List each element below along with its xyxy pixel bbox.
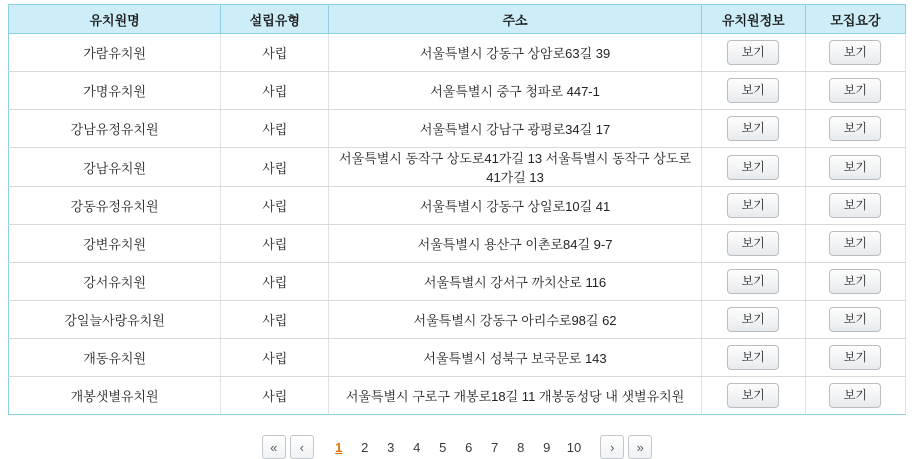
table-row (9, 263, 906, 301)
view-notice-button[interactable]: 보기 (829, 155, 881, 180)
cell-address: 서울특별시 강서구 까치산로 116 (329, 263, 701, 301)
cell-notice (805, 72, 905, 110)
cell-notice (805, 377, 905, 415)
view-notice-button[interactable]: 보기 (829, 78, 881, 103)
cell-address: 서울특별시 강동구 아리수로98길 62 (329, 301, 701, 339)
cell-name: 강서유치원 (9, 263, 221, 301)
cell-type: 사립 (221, 72, 329, 110)
cell-address: 서울특별시 중구 청파로 447-1 (329, 72, 701, 110)
view-info-button[interactable]: 보기 (727, 155, 779, 180)
cell-name: 강남유정유치원 (9, 110, 221, 148)
view-info-button[interactable]: 보기 (727, 269, 779, 294)
table-row (9, 110, 906, 148)
cell-info (701, 187, 805, 225)
view-notice-button[interactable]: 보기 (829, 307, 881, 332)
cell-type: 사립 (221, 225, 329, 263)
cell-name: 가람유치원 (9, 34, 221, 72)
page-9[interactable]: 9 (543, 439, 551, 455)
view-notice-button[interactable]: 보기 (829, 231, 881, 256)
cell-name: 개봉샛별유치원 (9, 377, 221, 415)
view-notice-button[interactable]: 보기 (829, 269, 881, 294)
table-row (9, 72, 906, 110)
cell-type: 사립 (221, 187, 329, 225)
cell-address: 서울특별시 용산구 이촌로84길 9-7 (329, 225, 701, 263)
table-row (9, 225, 906, 263)
view-notice-button[interactable]: 보기 (829, 345, 881, 370)
cell-info (701, 72, 805, 110)
table-row (9, 148, 906, 187)
column-header-info: 유치원정보 (701, 5, 805, 34)
cell-address: 서울특별시 구로구 개봉로18길 11 개봉동성당 내 샛별유치원 (329, 377, 701, 415)
cell-type: 사립 (221, 301, 329, 339)
view-info-button[interactable]: 보기 (727, 78, 779, 103)
page-1[interactable]: 1 (335, 439, 343, 455)
column-header-type: 설립유형 (221, 5, 329, 34)
table-header (9, 5, 906, 34)
cell-info (701, 110, 805, 148)
view-notice-button[interactable]: 보기 (829, 383, 881, 408)
cell-name: 강동유정유치원 (9, 187, 221, 225)
cell-info (701, 301, 805, 339)
table-body (9, 34, 906, 415)
view-info-button[interactable]: 보기 (727, 40, 779, 65)
cell-name: 강변유치원 (9, 225, 221, 263)
table-row (9, 34, 906, 72)
cell-address: 서울특별시 동작구 상도로41가길 13 서울특별시 동작구 상도로 41가길 13 (329, 148, 701, 187)
cell-info (701, 377, 805, 415)
cell-name: 가명유치원 (9, 72, 221, 110)
table-row (9, 339, 906, 377)
cell-address: 서울특별시 강동구 상암로63길 39 (329, 34, 701, 72)
page-5[interactable]: 5 (439, 439, 447, 455)
table-row (9, 187, 906, 225)
cell-type: 사립 (221, 339, 329, 377)
cell-address: 서울특별시 강동구 상일로10길 41 (329, 187, 701, 225)
cell-info (701, 148, 805, 187)
cell-type: 사립 (221, 377, 329, 415)
view-notice-button[interactable]: 보기 (829, 193, 881, 218)
cell-notice (805, 110, 905, 148)
cell-address: 서울특별시 강남구 광평로34길 17 (329, 110, 701, 148)
cell-notice (805, 263, 905, 301)
cell-notice (805, 225, 905, 263)
table-header-row (9, 5, 906, 34)
view-notice-button[interactable]: 보기 (829, 116, 881, 141)
table-row (9, 377, 906, 415)
cell-info (701, 225, 805, 263)
cell-type: 사립 (221, 110, 329, 148)
cell-notice (805, 34, 905, 72)
page-10[interactable]: 10 (566, 439, 582, 455)
page-4[interactable]: 4 (413, 439, 421, 455)
page-3[interactable]: 3 (387, 439, 395, 455)
column-header-name: 유치원명 (9, 5, 221, 34)
cell-notice (805, 187, 905, 225)
view-info-button[interactable]: 보기 (727, 307, 779, 332)
table-row (9, 301, 906, 339)
cell-name: 개동유치원 (9, 339, 221, 377)
pagination (8, 435, 906, 459)
view-info-button[interactable]: 보기 (727, 345, 779, 370)
cell-notice (805, 339, 905, 377)
page-6[interactable]: 6 (465, 439, 473, 455)
cell-name: 강일늘사랑유치원 (9, 301, 221, 339)
cell-info (701, 263, 805, 301)
last-page-button[interactable]: » (628, 435, 652, 459)
view-info-button[interactable]: 보기 (727, 193, 779, 218)
cell-type: 사립 (221, 263, 329, 301)
kindergarten-list-page (8, 0, 906, 459)
column-header-notice: 모집요강 (805, 5, 905, 34)
cell-info (701, 339, 805, 377)
view-notice-button[interactable]: 보기 (829, 40, 881, 65)
page-8[interactable]: 8 (517, 439, 525, 455)
view-info-button[interactable]: 보기 (727, 231, 779, 256)
view-info-button[interactable]: 보기 (727, 116, 779, 141)
cell-notice (805, 148, 905, 187)
cell-notice (805, 301, 905, 339)
column-header-address: 주소 (329, 5, 701, 34)
first-page-button[interactable]: « (262, 435, 286, 459)
page-7[interactable]: 7 (491, 439, 499, 455)
cell-name: 강남유치원 (9, 148, 221, 187)
kindergarten-table (8, 4, 906, 415)
page-2[interactable]: 2 (361, 439, 369, 455)
view-info-button[interactable]: 보기 (727, 383, 779, 408)
cell-type: 사립 (221, 148, 329, 187)
next-page-button[interactable]: › (600, 435, 624, 459)
cell-info (701, 34, 805, 72)
cell-type: 사립 (221, 34, 329, 72)
prev-page-button[interactable]: ‹ (290, 435, 314, 459)
cell-address: 서울특별시 성북구 보국문로 143 (329, 339, 701, 377)
